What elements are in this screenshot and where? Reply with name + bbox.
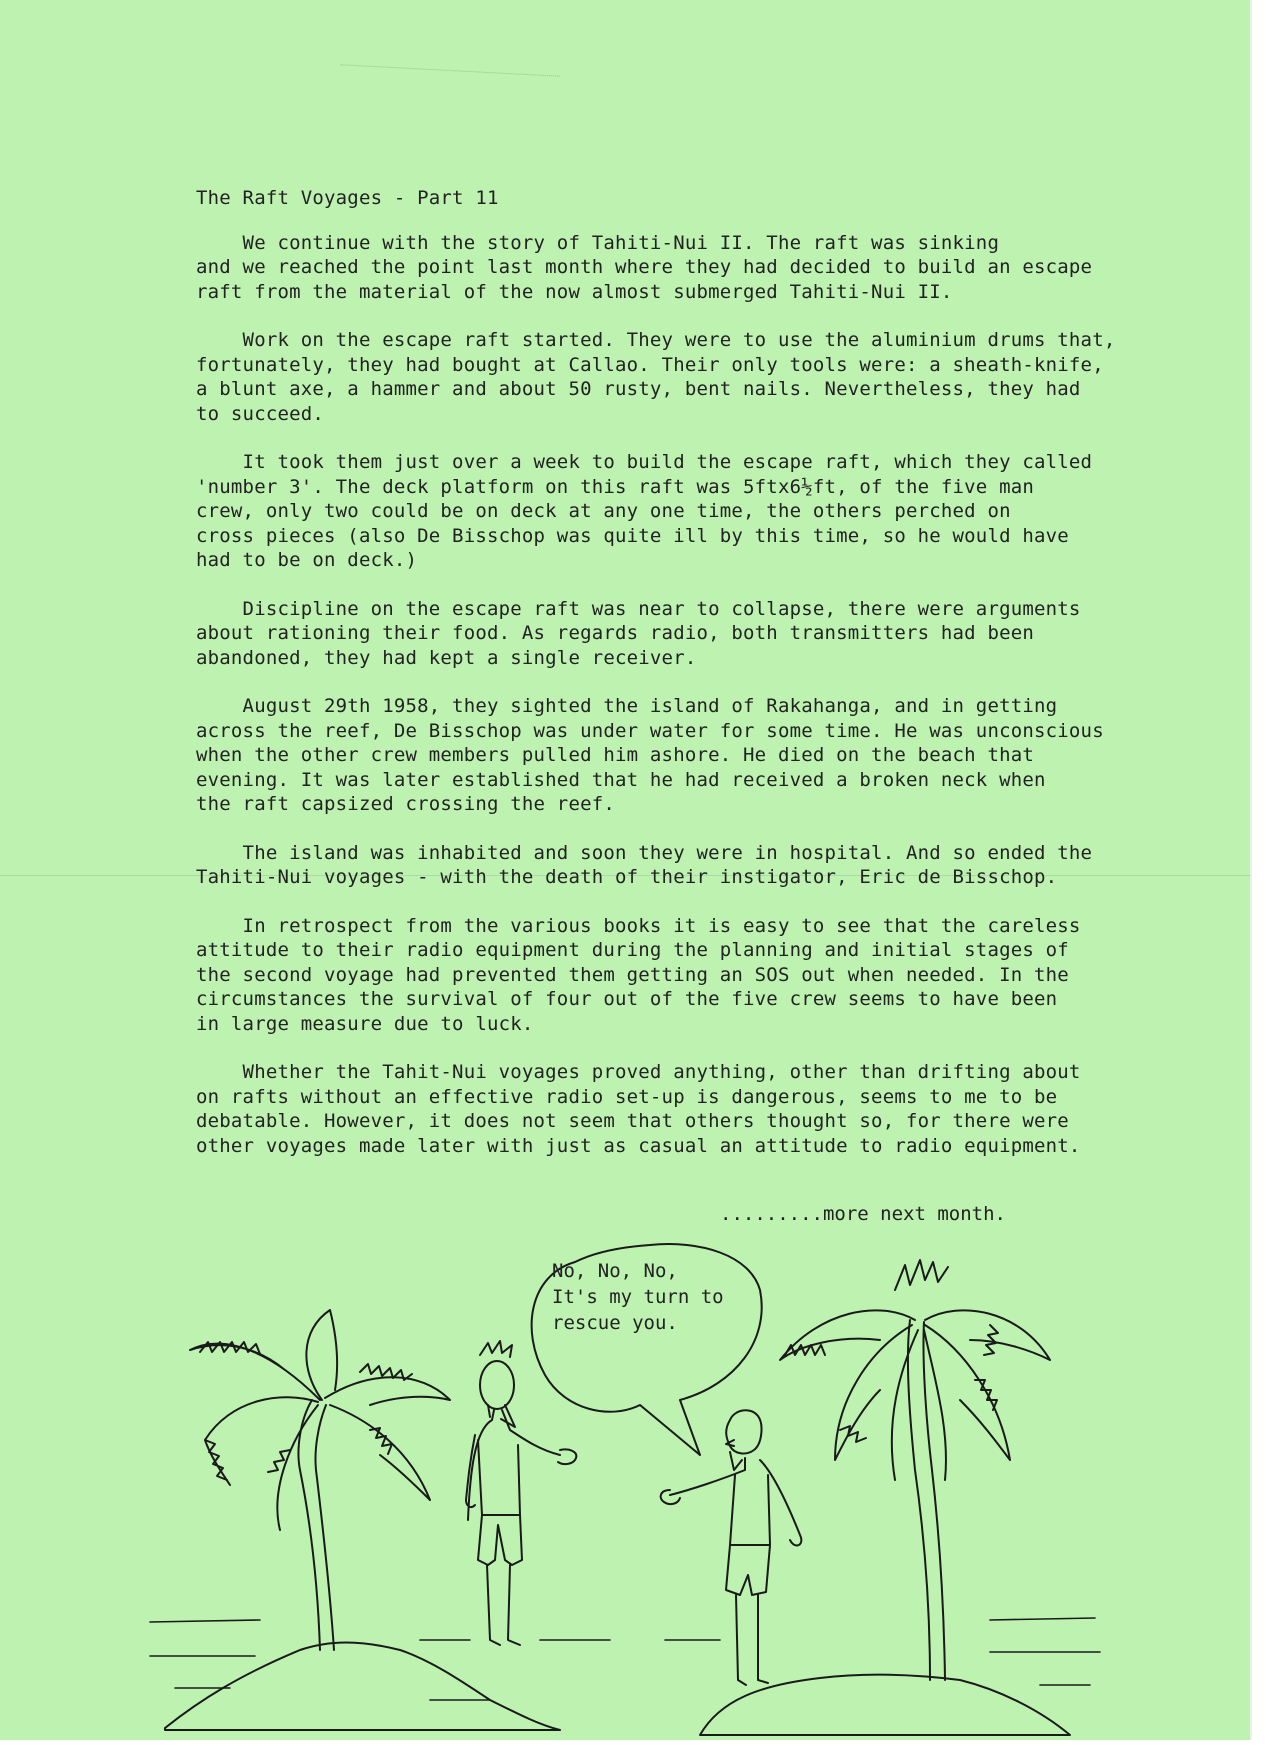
text-line: August 29th 1958, they sighted the island of Rakahanga, and in getting — [196, 695, 1058, 717]
text-line: a blunt axe, a hammer and about 50 rusty, bent nails. Nevertheless, they had — [196, 378, 1081, 400]
text-line: crew, only two could be on deck at any one time, the others perched on — [196, 500, 1011, 522]
text-line: had to be on deck.) — [196, 549, 418, 571]
right-island — [700, 1260, 1070, 1735]
text-line: raft from the material of the now almost submerged Tahiti-Nui II. — [196, 280, 953, 303]
speech-line: It's my turn to — [552, 1286, 724, 1308]
text-line: Whether the Tahit-Nui voyages proved anything, other than drifting about — [196, 1061, 1081, 1083]
text-line: to succeed. — [196, 402, 325, 425]
text-line: cross pieces (also De Bisschop was quite ill by this time, so he would have — [196, 524, 1069, 547]
text-line: debatable. However, it does not seem that others thought so, for there were — [196, 1110, 1069, 1132]
text-line: attitude to their radio equipment during the planning and initial stages of — [196, 939, 1069, 961]
text-line: the second voyage had prevented them getting an SOS out when needed. In the — [196, 963, 1069, 986]
text-line: on rafts without an effective radio set-up is dangerous, seems to me to be — [196, 1085, 1058, 1108]
text-line: The island was inhabited and soon they were in hospital. And so ended the — [196, 841, 1093, 864]
text-line: in large measure due to luck. — [196, 1012, 534, 1035]
text-line: In retrospect from the various books it is easy to see that the careless — [196, 914, 1081, 937]
text-line: when the other crew members pulled him ashore. He died on the beach that — [196, 744, 1035, 766]
text-line: Tahiti-Nui voyages - with the death of their instigator, Eric de Bisschop. — [196, 866, 1058, 888]
text-line: Discipline on the escape raft was near to collapse, there were arguments — [196, 597, 1081, 620]
article-title: The Raft Voyages - Part 11 — [196, 187, 499, 209]
left-island — [165, 1310, 560, 1730]
speech-bubble-text — [552, 1258, 752, 1336]
right-man — [661, 1410, 802, 1685]
text-line: fortunately, they had bought at Callao. Their only tools were: a sheath-knife, — [196, 353, 1104, 376]
text-line: 'number 3'. The deck platform on this raft was 5ftx6½ft, of the five man — [196, 475, 1035, 498]
text-line: other voyages made later with just as casual an attitude to radio equipment. — [196, 1134, 1081, 1157]
text-line: It took them just over a week to build the escape raft, which they called — [196, 451, 1093, 473]
text-line: We continue with the story of Tahiti-Nui II. The raft was sinking — [196, 231, 1000, 254]
text-line: across the reef, De Bisschop was under water for some time. He was unconscious — [196, 719, 1104, 742]
text-line: evening. It was later established that he had received a broken neck when — [196, 768, 1046, 791]
left-man — [466, 1341, 576, 1645]
speech-line: rescue you. — [552, 1312, 678, 1334]
text-line: the raft capsized crossing the reef. — [196, 793, 616, 815]
sea-lines — [150, 1618, 1100, 1700]
speech-line: No, No, No, — [552, 1260, 678, 1282]
text-line: circumstances the survival of four out of the five crew seems to have been — [196, 988, 1058, 1010]
text-line: about rationing their food. As regards radio, both transmitters had been — [196, 622, 1035, 644]
text-line: abandoned, they had kept a single receiver. — [196, 646, 697, 669]
text-line: Work on the escape raft started. They were to use the aluminium drums that, — [196, 329, 1116, 351]
text-line: and we reached the point last month where they had decided to build an escape — [196, 256, 1093, 278]
continued-note: .........more next month. — [720, 1203, 1006, 1225]
